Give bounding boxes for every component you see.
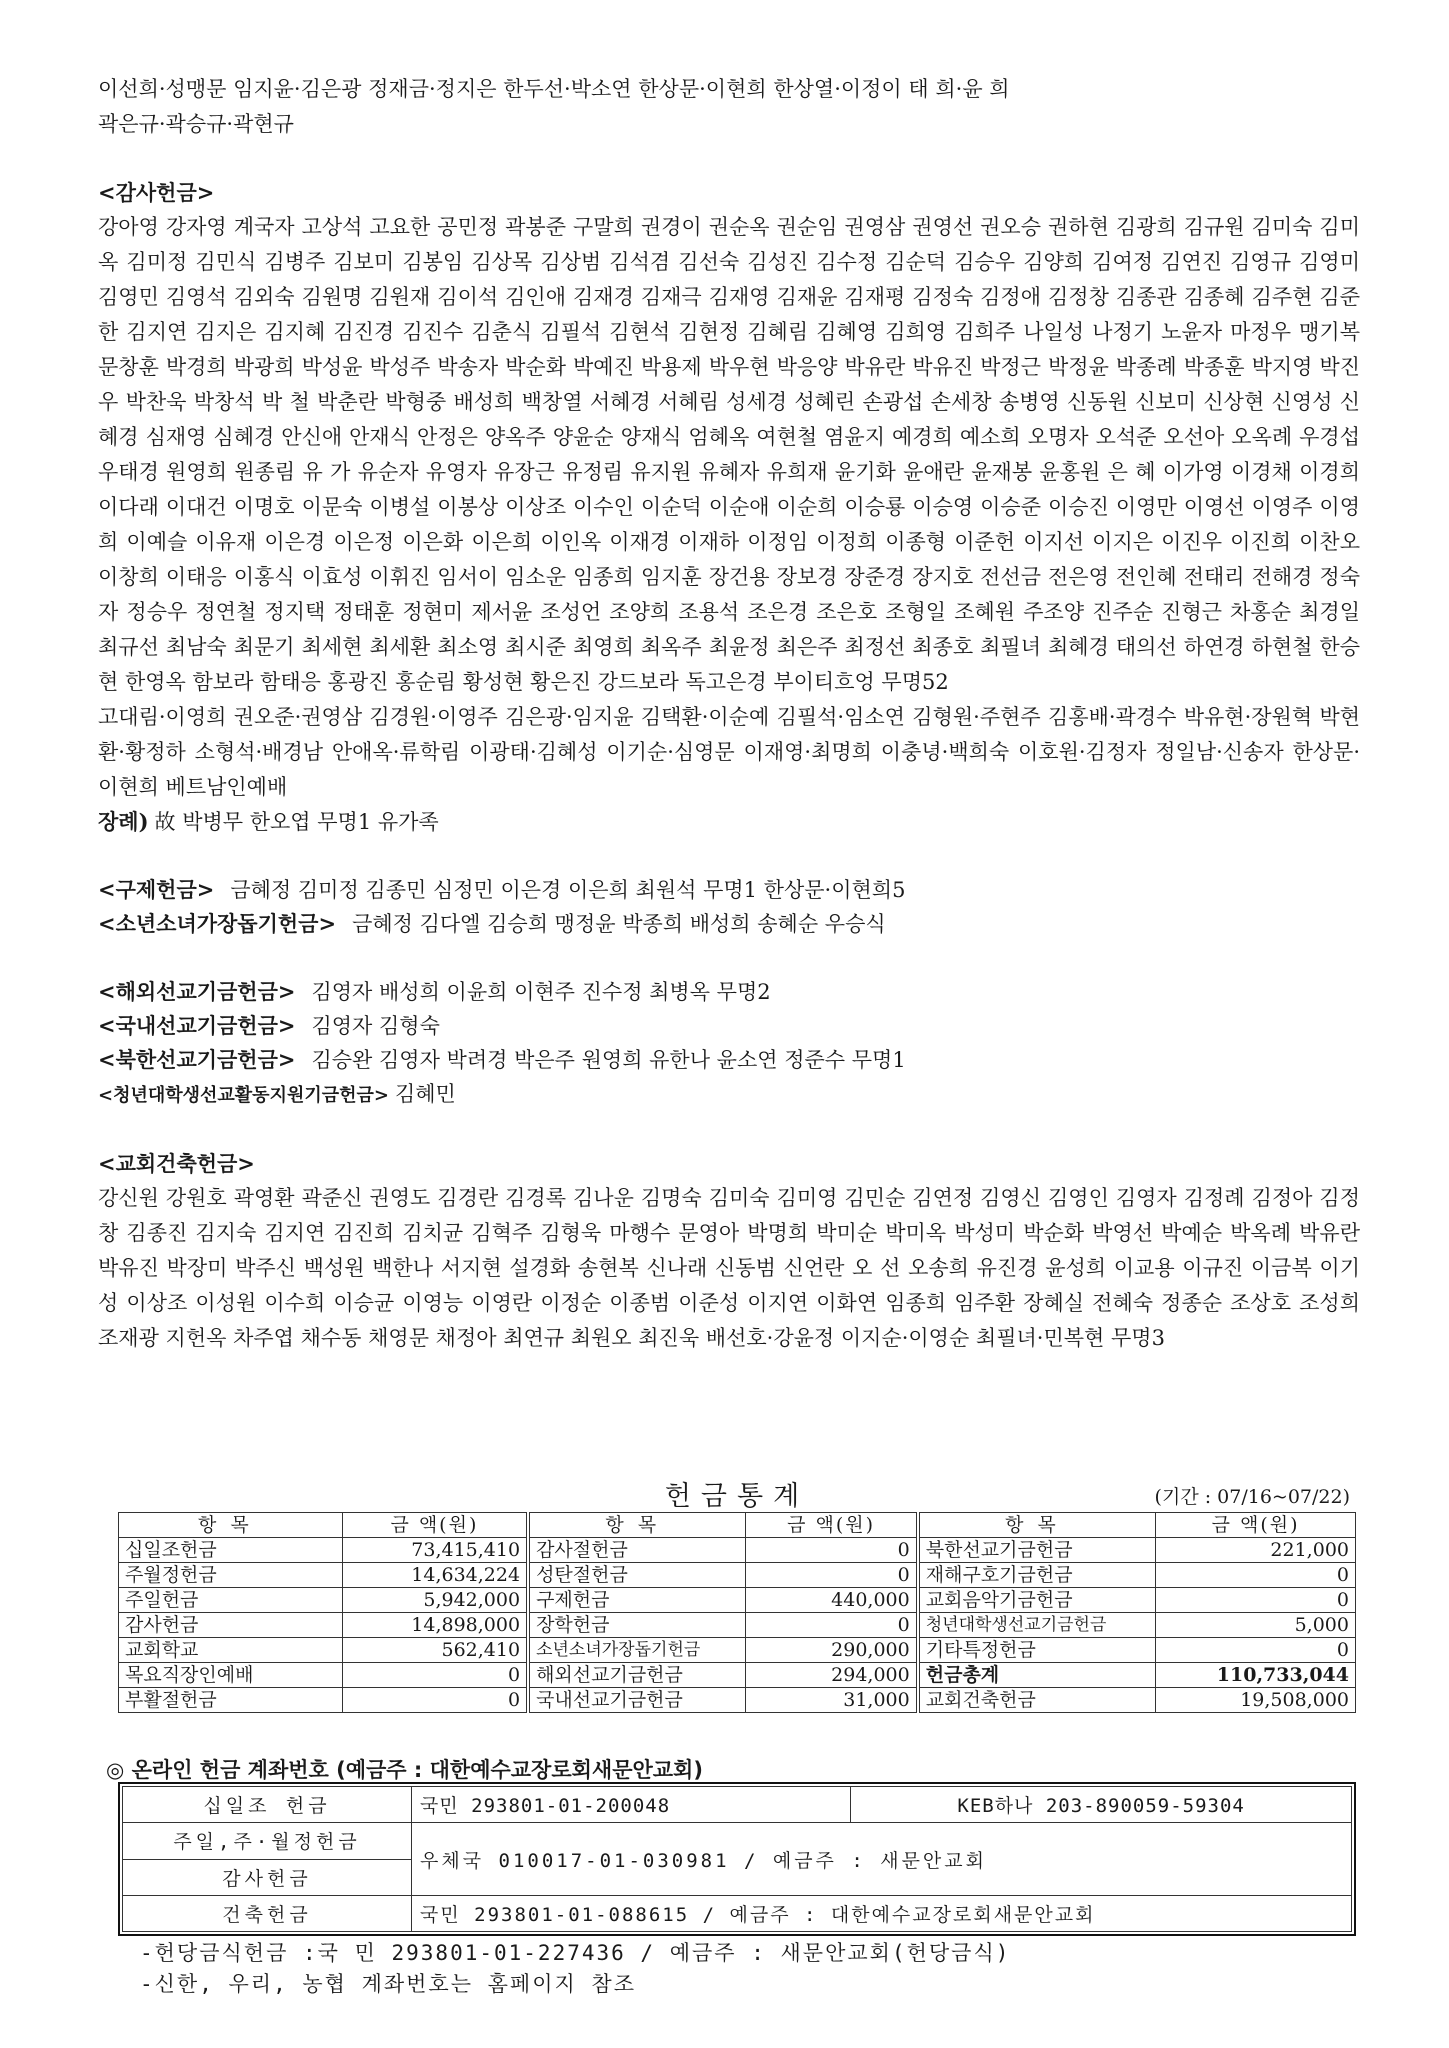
northkorea-names: 김승완 김영자 박려경 박은주 원영희 유한나 윤소연 정준수 무명1	[311, 1048, 906, 1072]
stats-item: 소년소녀가장돕기헌금	[528, 1638, 746, 1663]
stats-item: 성탄절헌금	[528, 1563, 746, 1588]
memorial-label: 장례)	[98, 809, 149, 834]
stats-amount: 14,898,000	[342, 1613, 528, 1638]
building-heading: <교회건축헌금>	[98, 1151, 255, 1176]
college-label: <청년대학생선교활동지원기금헌금>	[98, 1085, 389, 1106]
table-row	[123, 1895, 1352, 1931]
domestic-names: 김영자 김형숙	[311, 1014, 440, 1038]
stats-amount: 31,000	[746, 1688, 918, 1713]
stats-amount: 0	[342, 1663, 528, 1688]
account-label: 십일조 헌금	[123, 1787, 412, 1823]
stats-period: (기간 : 07/16~07/22)	[1154, 1486, 1350, 1508]
stats-amount: 5,942,000	[342, 1588, 528, 1613]
relief-label: <구제헌금>	[98, 877, 215, 902]
stats-amount: 0	[1156, 1588, 1356, 1613]
stats-item: 목요직장인예배	[119, 1663, 343, 1688]
table-row	[123, 1787, 1352, 1823]
stats-total-label: 헌금총계	[918, 1663, 1156, 1688]
memorial-line	[98, 805, 1360, 839]
stats-amount: 0	[1156, 1638, 1356, 1663]
stats-item: 기타특정헌금	[918, 1638, 1156, 1663]
accounts-table	[122, 1786, 1352, 1932]
overseas-label: <해외선교기금헌금>	[98, 979, 296, 1004]
table-row	[123, 1823, 1352, 1859]
thanks-couples: 고대림·이영희 권오준·권영삼 김경원·이영주 김은광·임지윤 김택환·이순예 김필석·임소연 김형원·주현주 김홍배·곽경수 박유현·장원혁 박현환·황정하 소형석·배경남 안애옥·류학림 이광태·김혜성 이기순·심영문 이재영·최명희 이충녕·백희숙 이호원·김정자 정일남·신송자 한상문·이현희 베트남인예배	[98, 705, 1360, 799]
stats-item: 감사절헌금	[528, 1538, 746, 1563]
header-item: 항목	[528, 1513, 746, 1538]
accounts-box	[118, 1782, 1356, 1936]
stats-amount: 221,000	[1156, 1538, 1356, 1563]
offering-statistics	[118, 1474, 1356, 1713]
stats-item: 장학헌금	[528, 1613, 746, 1638]
header-amount: 금 액(원)	[746, 1513, 918, 1538]
header-item: 항목	[918, 1513, 1156, 1538]
memorial-names: 故 박병무 한오엽 무명1 유가족	[154, 810, 439, 834]
stats-item: 주월정헌금	[119, 1563, 343, 1588]
college-line	[98, 1077, 1360, 1113]
accounts-heading: ◎ 온라인 헌금 계좌번호 (예금주 : 대한예수교장로회새문안교회)	[106, 1758, 703, 1782]
northkorea-line	[98, 1043, 1360, 1077]
stats-item: 교회건축헌금	[918, 1688, 1156, 1713]
stats-item: 부활절헌금	[119, 1688, 343, 1713]
stats-item: 교회음악기금헌금	[918, 1588, 1156, 1613]
thanks-names: 강아영 강자영 계국자 고상석 고요한 공민정 곽봉준 구말희 권경이 권순옥 권순임 권영삼 권영선 권오승 권하현 김광희 김규원 김미숙 김미옥 김미정 김민식 김병주 김보미 김봉임 김상목 김상범 김석겸 김선숙 김성진 김수정 김순덕 김승우 김양희 김여정 김연진 김영규 김영미 김영민 김영석 김외숙 김원명 김원재 김이석 김인애 김재경 김재극 김재영 김재윤 김재평 김정숙 김정애 김정창 김종관 김종혜 김주현 김준한 김지연 김지은 김지혜 김진경 김진수 김춘식 김필석 김현석 김현정 김혜림 김혜영 김희영 김희주 나일성 나정기 노윤자 마정우 맹기복 문창훈 박경희 박광희 박성윤 박성주 박송자 박순화 박예진 박용제 박우현 박응양 박유란 박유진 박정근 박정윤 박종례 박종훈 박지영 박진우 박찬욱 박창석 박 철 박춘란 박형중 배성희 백창열 서혜경 서혜림 성세경 성혜린 손광섭 손세창 송병영 신동원 신보미 신상현 신영성 신혜경 심재영 심혜경 안신애 안재식 안정은 양옥주 양윤순 양재식 엄혜옥 여현철 염윤지 예경희 예소희 오명자 오석준 오선아 오옥례 우경섭 우태경 원영희 원종림 유 가 유순자 유영자 유장근 유정림 유지원 유혜자 유희재 윤기화 윤애란 윤재봉 윤홍원 은 혜 이가영 이경채 이경희 이다래 이대건 이명호 이문숙 이병설 이봉상 이상조 이수인 이순덕 이순애 이순희 이승룡 이승영 이승준 이승진 이영만 이영선 이영주 이영희 이예슬 이유재 이은경 이은정 이은화 이은희 이인옥 이재경 이재하 이정임 이정희 이종형 이준헌 이지선 이지은 이진우 이진희 이찬오 이창희 이태응 이홍식 이효성 이휘진 임서이 임소운 임종희 임지훈 장건용 장보경 장준경 장지호 전선금 전은영 전인혜 전태리 전해경 정숙자 정승우 정연철 정지택 정태훈 정현미 제서윤 조성언 조양희 조용석 조은경 조은호 조형일 조혜원 주조양 진주순 진형근 차홍순 최경일 최규선 최남숙 최문기 최세현 최세환 최소영 최시준 최영희 최옥주 최윤정 최은주 최정선 최종호 최필녀 최혜경 태의선 하연경 하현철 한승현 한영옥 함보라 함태응 홍광진 홍순림 황성현 황은진 강드보라 독고은경 부이티흐엉 무명52	[98, 215, 1360, 694]
stats-item: 재해구호기금헌금	[918, 1563, 1156, 1588]
youth-line	[98, 907, 1360, 941]
table-row	[119, 1663, 1356, 1688]
stats-item: 주일헌금	[119, 1588, 343, 1613]
stats-table	[118, 1512, 1356, 1713]
stats-amount: 0	[746, 1613, 918, 1638]
intro-line: 이선희·성맹문 임지윤·김은광 정재금·정지은 한두선·박소연 한상문·이현희 한상열·이정이 태 희·윤 희	[98, 77, 1010, 101]
table-row	[119, 1563, 1356, 1588]
stats-amount: 5,000	[1156, 1613, 1356, 1638]
stats-amount: 0	[746, 1563, 918, 1588]
footnote: -신한, 우리, 농협 계좌번호는 홈페이지 참조	[140, 1972, 637, 1996]
stats-item: 국내선교기금헌금	[528, 1688, 746, 1713]
domestic-line	[98, 1009, 1360, 1043]
stats-item: 청년대학생선교기금헌금	[918, 1613, 1156, 1638]
stats-amount: 19,508,000	[1156, 1688, 1356, 1713]
footnote: -헌당금식헌금 :국 민 293801-01-227436 / 예금주 : 새문안교회(헌당금식)	[140, 1941, 1011, 1965]
header-item: 항목	[119, 1513, 343, 1538]
youth-names: 금혜정 김다엘 김승희 맹정윤 박종희 배성희 송혜순 우승식	[352, 912, 886, 936]
account-number: 우체국 010017-01-030981 / 예금주 : 새문안교회	[412, 1823, 1352, 1896]
thanks-heading: <감사헌금>	[98, 180, 215, 205]
stats-item: 북한선교기금헌금	[918, 1538, 1156, 1563]
intro-line: 곽은규·곽승규·곽현규	[98, 112, 294, 136]
stats-item: 구제헌금	[528, 1588, 746, 1613]
northkorea-label: <북한선교기금헌금>	[98, 1047, 296, 1072]
donor-listing	[98, 72, 1360, 1356]
stats-amount: 0	[1156, 1563, 1356, 1588]
relief-line	[98, 873, 1360, 907]
header-amount: 금 액(원)	[1156, 1513, 1356, 1538]
stats-amount: 562,410	[342, 1638, 528, 1663]
table-row	[119, 1638, 1356, 1663]
overseas-names: 김영자 배성희 이윤희 이현주 진수정 최병옥 무명2	[311, 980, 771, 1004]
stats-header-row	[119, 1513, 1356, 1538]
stats-item: 감사헌금	[119, 1613, 343, 1638]
domestic-label: <국내선교기금헌금>	[98, 1013, 296, 1038]
account-number: KEB하나 203-890059-59304	[851, 1787, 1352, 1823]
overseas-line	[98, 975, 1360, 1009]
stats-amount: 73,415,410	[342, 1538, 528, 1563]
account-label: 감사헌금	[123, 1859, 412, 1895]
table-row	[119, 1613, 1356, 1638]
account-number: 국민 293801-01-200048	[412, 1787, 851, 1823]
table-row	[119, 1688, 1356, 1713]
stats-amount: 0	[746, 1538, 918, 1563]
account-number: 국민 293801-01-088615 / 예금주 : 대한예수교장로회새문안교회	[412, 1895, 1352, 1931]
building-names: 강신원 강원호 곽영환 곽준신 권영도 김경란 김경록 김나운 김명숙 김미숙 김미영 김민순 김연정 김영신 김영인 김영자 김정례 김정아 김정창 김종진 김지숙 김지연 김진희 김치균 김혁주 김형욱 마행수 문영아 박명희 박미순 박미옥 박성미 박순화 박영선 박예순 박옥례 박유란 박유진 박장미 박주신 백성원 백한나 서지현 설경화 송현복 신나래 신동범 신언란 오 선 오송희 유진경 윤성희 이교용 이규진 이금복 이기성 이상조 이성원 이수희 이승균 이영능 이영란 이정순 이종범 이준성 이지연 이화연 임종희 임주환 장혜실 전혜숙 정종순 조상호 조성희 조재광 지헌옥 차주엽 채수동 채영문 채정아 최연규 최원오 최진욱 배선호·강윤정 이지순·이영순 최필녀·민복현 무명3	[98, 1186, 1360, 1350]
header-amount: 금 액(원)	[342, 1513, 528, 1538]
relief-names: 금혜정 김미정 김종민 심정민 이은경 이은희 최원석 무명1 한상문·이현희5	[230, 878, 906, 902]
account-label: 주일,주·월정헌금	[123, 1823, 412, 1859]
table-row	[119, 1538, 1356, 1563]
footnotes	[140, 1938, 1010, 2000]
college-names: 김혜민	[394, 1082, 456, 1106]
stats-item: 해외선교기금헌금	[528, 1663, 746, 1688]
stats-item: 십일조헌금	[119, 1538, 343, 1563]
youth-label: <소년소녀가장돕기헌금>	[98, 911, 337, 936]
stats-amount: 290,000	[746, 1638, 918, 1663]
stats-item: 교회학교	[119, 1638, 343, 1663]
table-row	[119, 1588, 1356, 1613]
stats-amount: 294,000	[746, 1663, 918, 1688]
stats-title: 헌금통계	[664, 1481, 810, 1512]
stats-amount: 440,000	[746, 1588, 918, 1613]
stats-amount: 14,634,224	[342, 1563, 528, 1588]
account-label: 건축헌금	[123, 1895, 412, 1931]
stats-total-amount: 110,733,044	[1156, 1663, 1356, 1688]
stats-amount: 0	[342, 1688, 528, 1713]
